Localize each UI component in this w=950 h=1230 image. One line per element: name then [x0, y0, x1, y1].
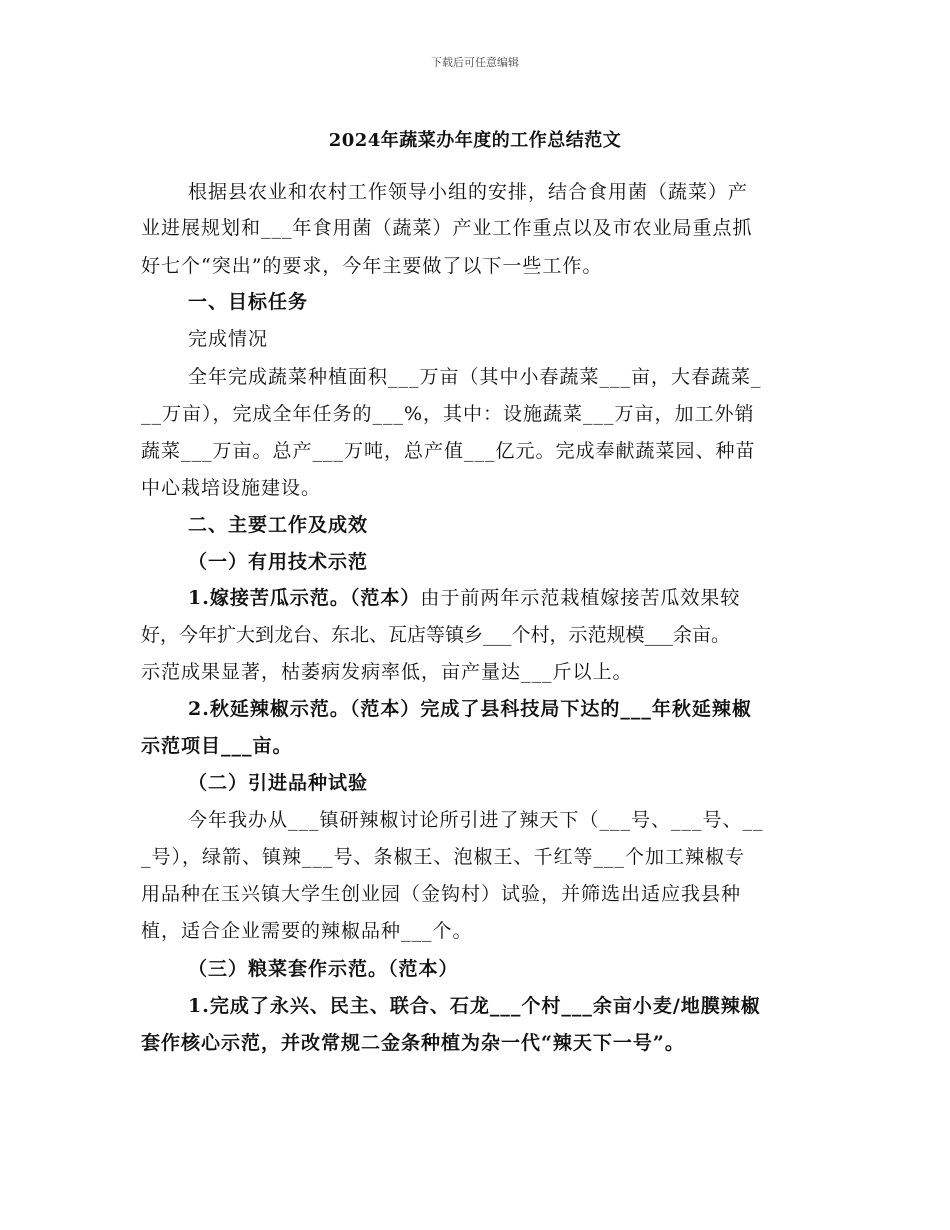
trial-line-1: 今年我办从___镇研辣椒讨论所引进了辣天下（___号、___号、__ — [188, 809, 764, 831]
subheading-completion: 完成情况 — [188, 328, 269, 350]
item-2-line-2: 示范项目___亩。 — [141, 735, 293, 757]
item-1-line-2: 好，今年扩大到龙台、东北、瓦店等镇乡___个村，示范规模___余亩。 — [141, 624, 731, 646]
subsection-heading-2: （二）引进品种试验 — [188, 772, 369, 794]
intercrop-line-2: 套作核心示范，并改常规二金条种植为杂一代“辣天下一号”。 — [141, 1032, 685, 1054]
document-title: 2024年蔬菜办年度的工作总结范文 — [328, 130, 622, 151]
subsection-heading-1: （一）有用技术示范 — [188, 551, 369, 573]
completion-line-4: 中心栽培设施建设。 — [141, 477, 322, 499]
completion-line-2: __万亩），完成全年任务的___%，其中：设施蔬菜___万亩，加工外销 — [141, 403, 755, 425]
trial-line-2: _号），绿箭、镇辣___号、条椒王、泡椒王、千红等___个加工辣椒专 — [141, 846, 746, 868]
intro-line-1: 根据县农业和农村工作领导小组的安排，结合食用菌（蔬菜）产 — [188, 181, 749, 203]
section-heading-1: 一、目标任务 — [188, 291, 309, 313]
item-1-text: 由于前两年示范栽植嫁接苦瓜效果较 — [420, 587, 741, 609]
intro-line-2: 业进展规划和___年食用菌（蔬菜）产业工作重点以及市农业局重点抓 — [141, 217, 753, 239]
subsection-heading-3: （三）粮菜套作示范。（范本） — [188, 958, 459, 980]
section-heading-2: 二、主要工作及成效 — [188, 514, 369, 536]
item-2-line-1: 2.秋延辣椒示范。（范本）完成了县科技局下达的___年秋延辣椒 — [188, 698, 752, 720]
intercrop-line-1: 1.完成了永兴、民主、联合、石龙___个村___余亩小麦/地膜辣椒 — [188, 995, 761, 1017]
trial-line-4: 植，适合企业需要的辣椒品种___个。 — [141, 920, 473, 942]
item-1-heading: 1.嫁接苦瓜示范。（范本） — [188, 587, 421, 609]
item-1-line-1 — [188, 583, 821, 610]
completion-line-1: 全年完成蔬菜种植面积___万亩（其中小春蔬菜___亩，大春蔬菜_ — [188, 366, 762, 388]
trial-line-3: 用品种在玉兴镇大学生创业园（金钩村）试验，并筛选出适应我县种 — [141, 883, 742, 905]
item-1-line-3: 示范成果显著，枯萎病发病率低，亩产量达___斤以上。 — [141, 661, 633, 683]
completion-line-3: 蔬菜___万亩。总产___万吨，总产值___亿元。完成奉献蔬菜园、种苗 — [141, 440, 756, 462]
page-header: 下载后可任意编辑 — [431, 56, 519, 69]
intro-line-3: 好七个“突出”的要求，今年主要做了以下一些工作。 — [141, 255, 603, 277]
